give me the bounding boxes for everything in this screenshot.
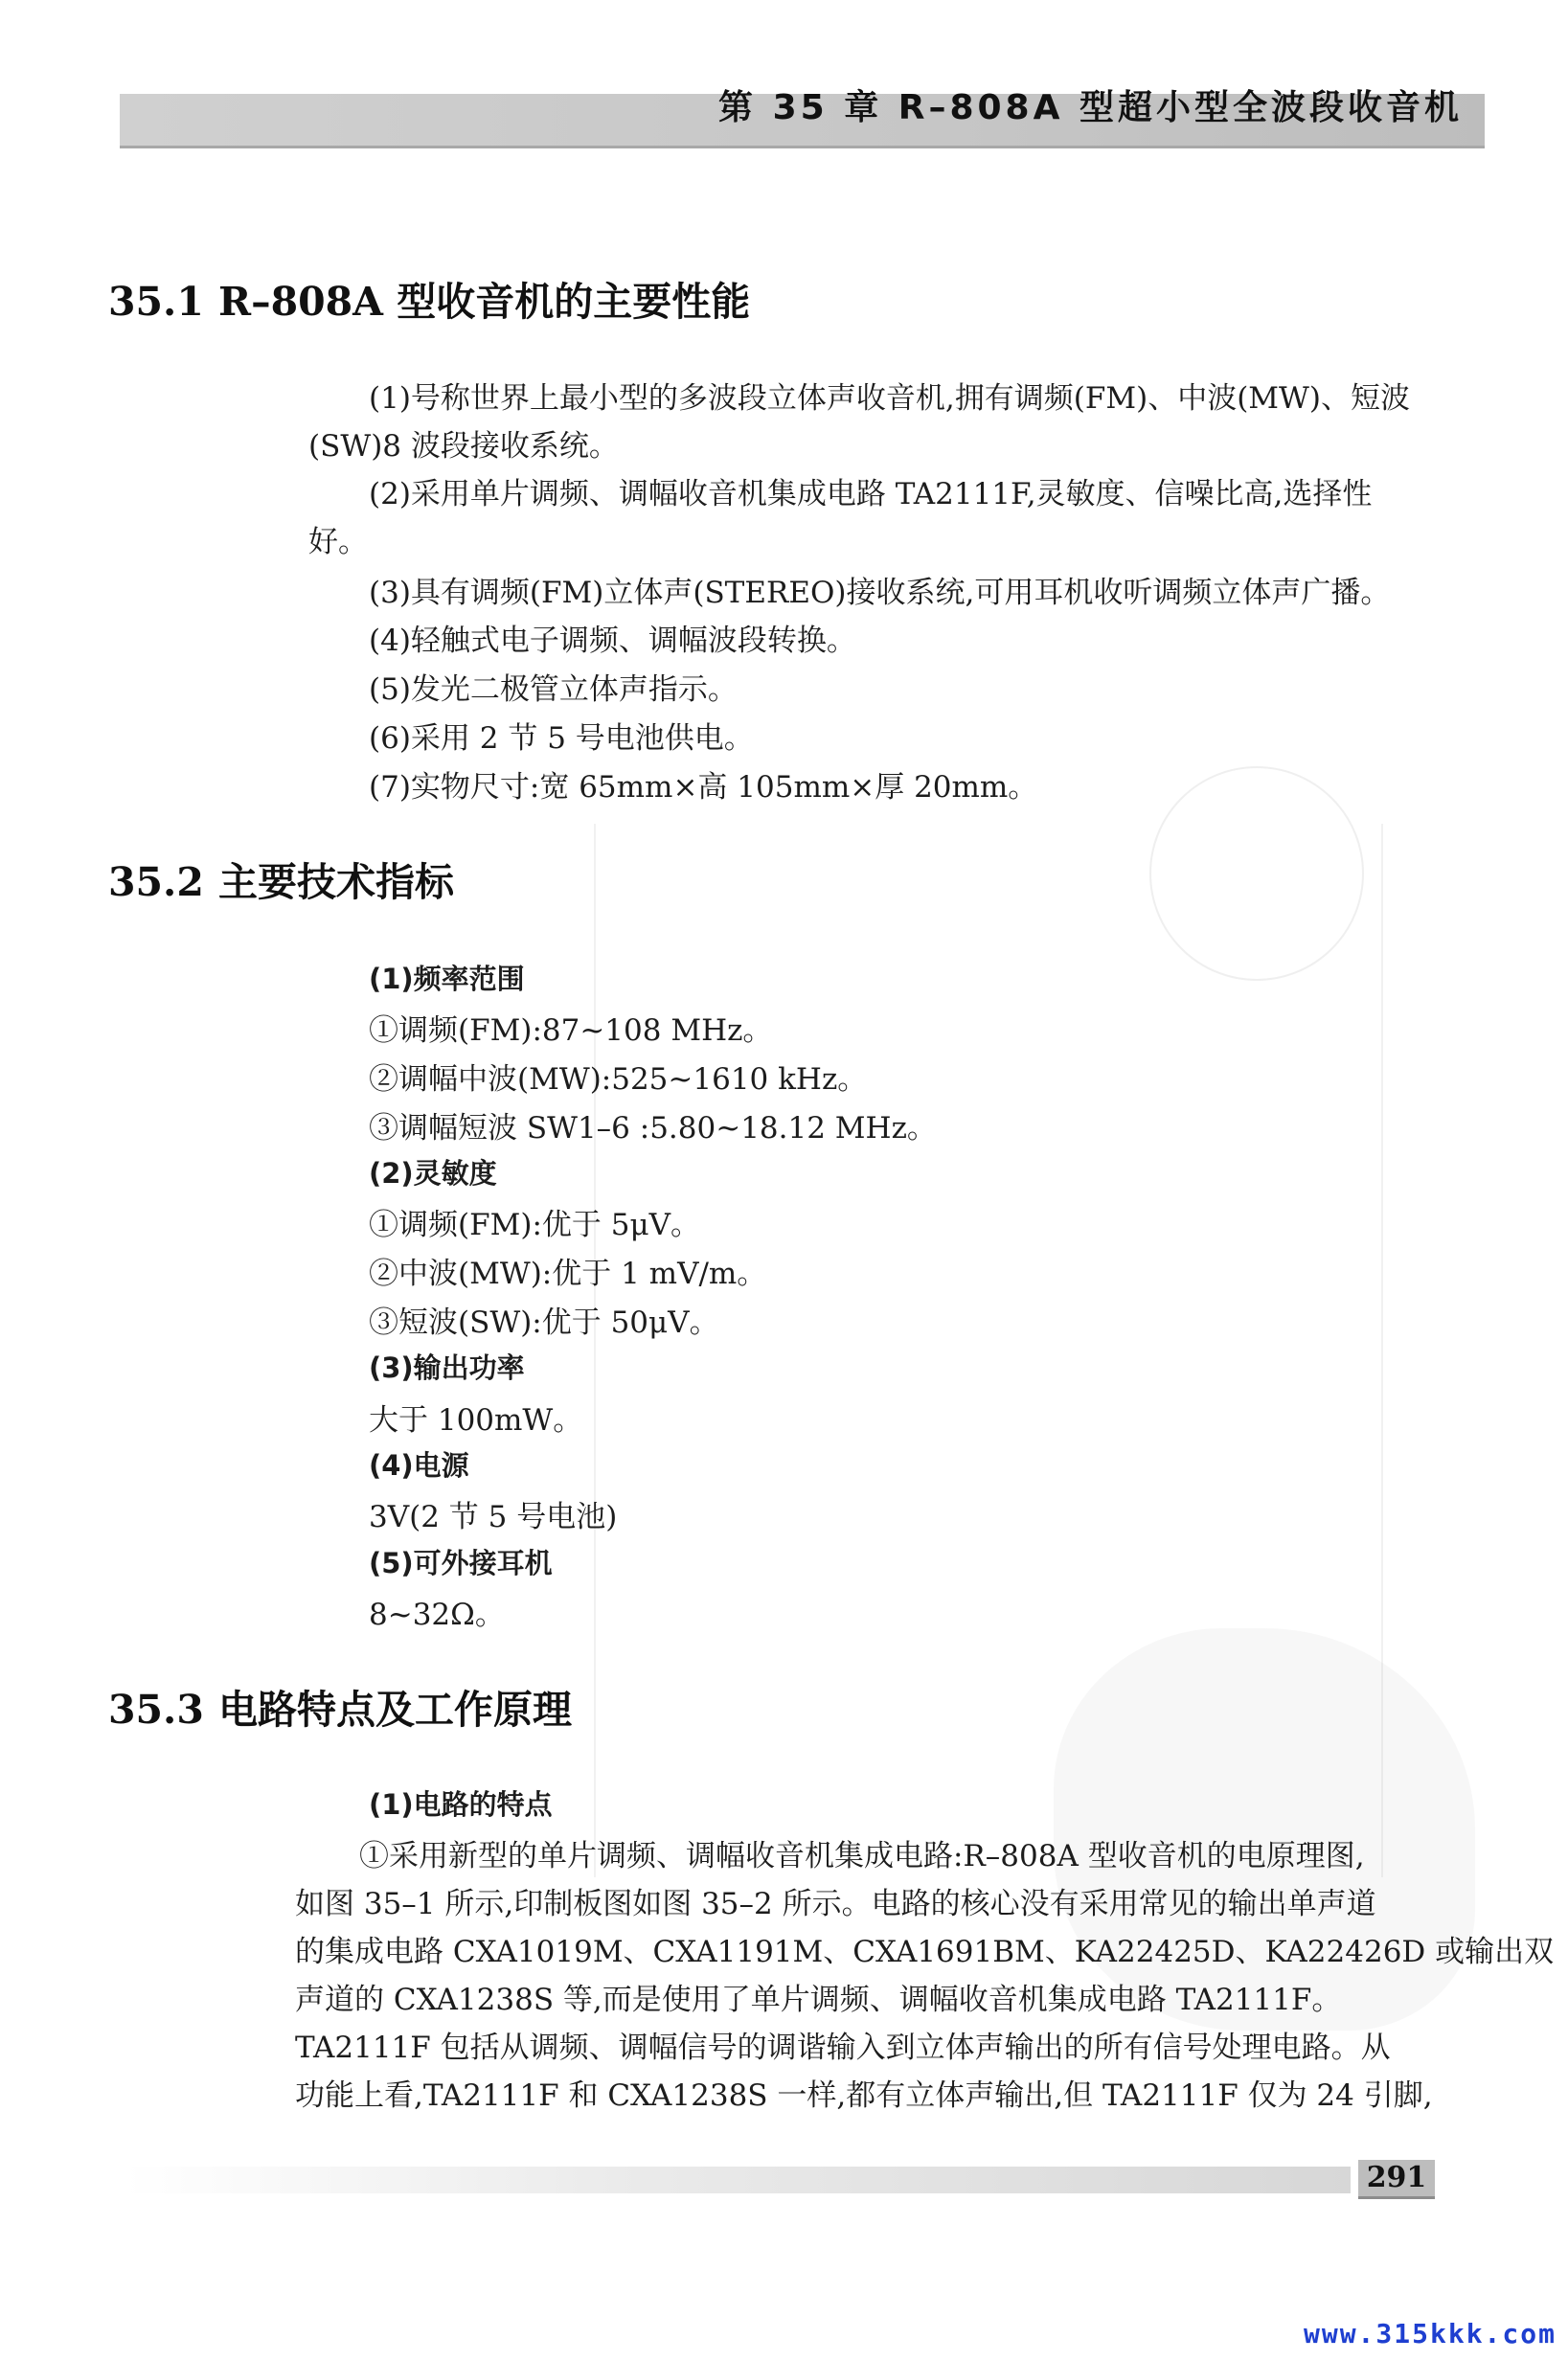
- body-line: ①采用新型的单片调频、调幅收音机集成电路:R–808A 型收音机的电原理图,: [359, 1839, 1365, 1873]
- feature-1-line-1: (1)号称世界上最小型的多波段立体声收音机,拥有调频(FM)、中波(MW)、短波: [369, 381, 1410, 416]
- feature-7: (7)实物尺寸:宽 65mm×高 105mm×厚 20mm。: [369, 770, 1038, 805]
- page-number: 291: [1358, 2160, 1435, 2199]
- spec-line: ②中波(MW):优于 1 mV/m。: [369, 1257, 767, 1291]
- section-heading-35-1: [108, 270, 750, 327]
- feature-5: (5)发光二极管立体声指示。: [369, 672, 738, 707]
- spec-heading-power-supply: (4)电源: [369, 1449, 469, 1482]
- footer-band: [125, 2167, 1351, 2193]
- section-heading-35-2: [108, 851, 454, 907]
- body-line: 的集成电路 CXA1019M、CXA1191M、CXA1691BM、KA22425D、KA22426D 或输出双: [295, 1935, 1555, 1969]
- feature-3: (3)具有调频(FM)立体声(STEREO)接收系统,可用耳机收听调频立体声广播。: [369, 576, 1391, 610]
- body-line: 声道的 CXA1238S 等,而是使用了单片调频、调幅收音机集成电路 TA2111F。: [295, 1983, 1342, 2017]
- spec-heading-earphone: (5)可外接耳机: [369, 1547, 553, 1579]
- spec-line: ②调幅中波(MW):525~1610 kHz。: [369, 1062, 868, 1097]
- body-line: TA2111F 包括从调频、调幅信号的调谐输入到立体声输出的所有信号处理电路。从: [295, 2031, 1391, 2065]
- background-bleed-stamp: [1054, 1628, 1475, 2031]
- spec-heading-output-power: (3)输出功率: [369, 1351, 525, 1384]
- body-line: 功能上看,TA2111F 和 CXA1238S 一样,都有立体声输出,但 TA2111F 仅为 24 引脚,: [295, 2078, 1433, 2113]
- feature-6: (6)采用 2 节 5 号电池供电。: [369, 721, 754, 756]
- section-title: 电路特点及工作原理: [218, 1687, 572, 1733]
- spec-line: 大于 100mW。: [369, 1403, 583, 1438]
- feature-2-line-1: (2)采用单片调频、调幅收音机集成电路 TA2111F,灵敏度、信噪比高,选择性: [369, 477, 1373, 511]
- subheading-circuit-features: (1)电路的特点: [369, 1788, 553, 1821]
- feature-4: (4)轻触式电子调频、调幅波段转换。: [369, 624, 856, 658]
- body-line: 如图 35–1 所示,印制板图如图 35–2 所示。电路的核心没有采用常见的输出单声道: [295, 1887, 1376, 1921]
- chapter-title: 第 35 章 R–808A 型超小型全波段收音机: [718, 88, 1463, 127]
- section-title: R–808A 型收音机的主要性能: [218, 279, 751, 325]
- feature-1-line-2: (SW)8 波段接收系统。: [308, 429, 619, 464]
- section-number: 35.3: [108, 1687, 204, 1733]
- background-bleed-circle: [1149, 766, 1364, 981]
- spec-heading-frequency: (1)频率范围: [369, 963, 525, 995]
- section-title: 主要技术指标: [218, 859, 454, 905]
- spec-heading-sensitivity: (2)灵敏度: [369, 1157, 497, 1190]
- spec-line: ③短波(SW):优于 50μV。: [369, 1305, 719, 1340]
- site-watermark: www.315kkk.com: [1303, 2318, 1557, 2350]
- feature-2-line-2: 好。: [308, 525, 368, 559]
- spec-line: ③调幅短波 SW1–6 :5.80~18.12 MHz。: [369, 1111, 937, 1146]
- section-number: 35.1: [108, 279, 204, 325]
- section-heading-35-3: [108, 1678, 572, 1735]
- spec-line: ①调频(FM):87~108 MHz。: [369, 1013, 773, 1048]
- spec-line: 3V(2 节 5 号电池): [369, 1500, 618, 1534]
- section-number: 35.2: [108, 859, 204, 905]
- spec-line: ①调频(FM):优于 5μV。: [369, 1208, 700, 1242]
- spec-line: 8~32Ω。: [369, 1598, 505, 1632]
